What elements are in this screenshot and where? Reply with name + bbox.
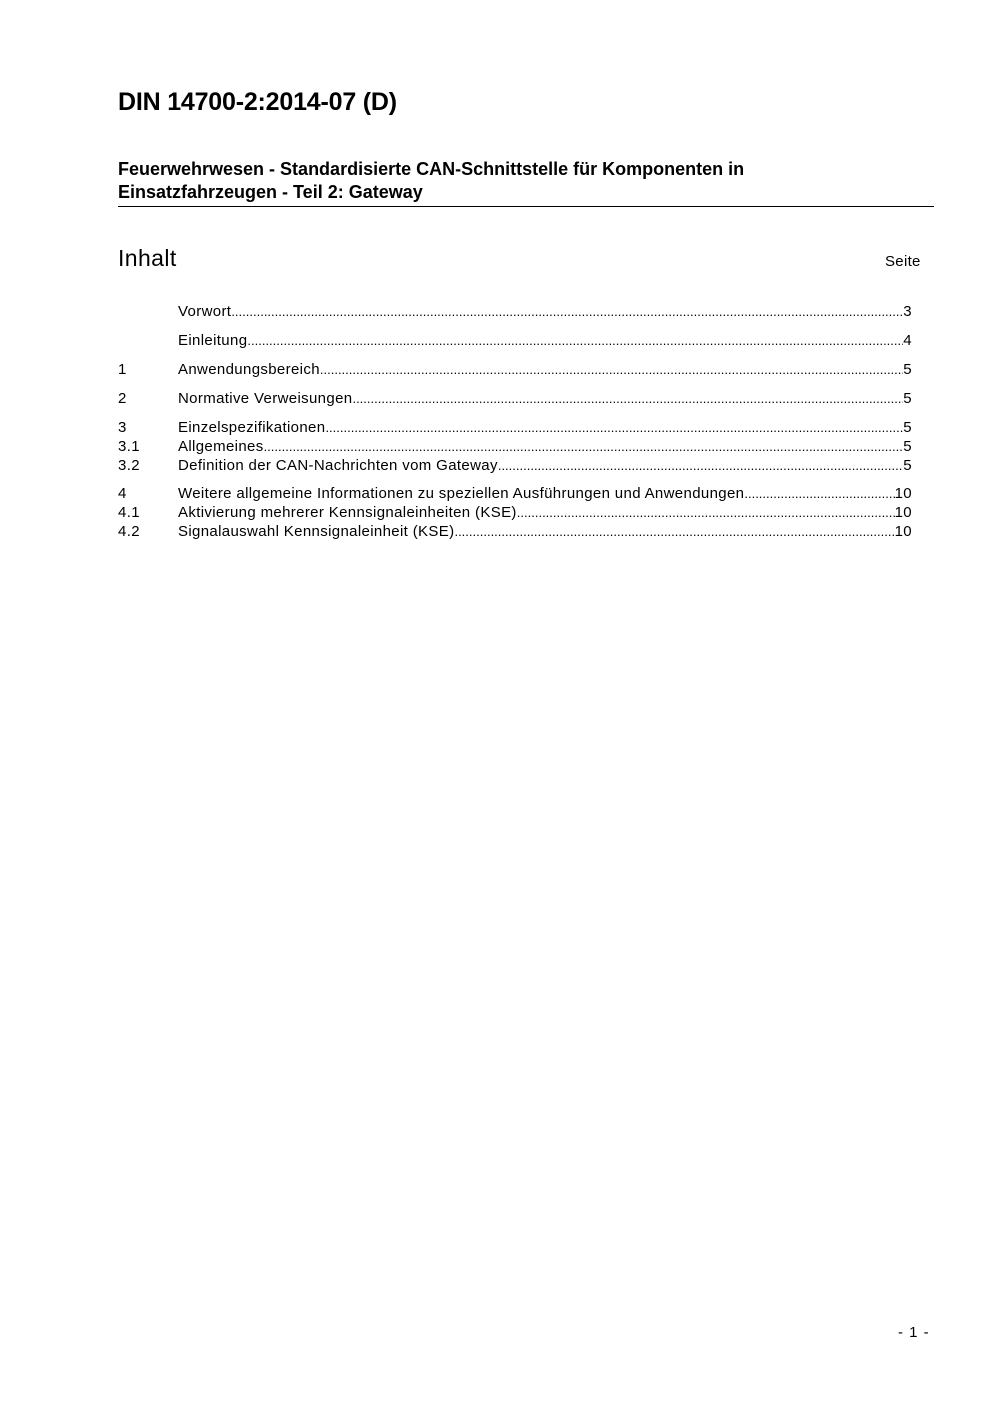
toc-entry-title: Einleitung: [178, 332, 248, 349]
toc-entry-title: Anwendungsbereich: [178, 361, 320, 378]
toc-page-column-label: Seite: [885, 253, 921, 270]
toc-entry-number: 4.2: [118, 523, 140, 540]
toc-entry-title: Weitere allgemeine Informationen zu speziellen Ausführungen und Anwendungen: [178, 485, 745, 502]
toc-entry-page: 10: [894, 523, 912, 540]
toc-entry-title: Normative Verweisungen: [178, 390, 353, 407]
toc-entry-2[interactable]: [118, 389, 912, 408]
toc-dot-leader: [320, 360, 903, 379]
toc-dot-leader: [352, 389, 903, 408]
toc-entry-page: 5: [903, 438, 912, 455]
toc-dot-leader: [454, 522, 894, 541]
toc-entry-page: 3: [903, 303, 912, 320]
document-id: DIN 14700-2:2014-07 (D): [118, 88, 397, 116]
toc-entry-title: Signalauswahl Kennsignaleinheit (KSE): [178, 523, 455, 540]
title-divider: [118, 206, 934, 207]
toc-entry-4-1[interactable]: [118, 503, 912, 522]
toc-entry-number: 4: [118, 485, 127, 502]
toc-dot-leader: [744, 484, 894, 503]
footer-page-number: - 1 -: [898, 1324, 930, 1341]
toc-entry-title: Allgemeines: [178, 438, 264, 455]
toc-entry-3-1[interactable]: [118, 437, 912, 456]
toc-entry-page: 5: [903, 361, 912, 378]
table-of-contents: [118, 302, 912, 541]
toc-dot-leader: [517, 503, 895, 522]
toc-entry-4-2[interactable]: [118, 522, 912, 541]
toc-entry-title: Einzelspezifikationen: [178, 419, 326, 436]
toc-dot-leader: [247, 331, 903, 350]
toc-entry-page: 5: [903, 390, 912, 407]
toc-entry-number: 3: [118, 419, 127, 436]
toc-entry-3[interactable]: [118, 418, 912, 437]
toc-entry-number: 3.1: [118, 438, 140, 455]
toc-entry-einleitung[interactable]: [118, 331, 912, 350]
toc-entry-number: 1: [118, 361, 127, 378]
toc-entry-page: 10: [894, 485, 912, 502]
toc-entry-3-2[interactable]: [118, 456, 912, 475]
toc-heading: Inhalt: [118, 245, 177, 271]
toc-entry-number: 2: [118, 390, 127, 407]
toc-entry-page: 5: [903, 457, 912, 474]
toc-entry-page: 10: [894, 504, 912, 521]
toc-entry-title: Aktivierung mehrerer Kennsignaleinheiten (KSE): [178, 504, 517, 521]
document-subtitle: Feuerwehrwesen - Standardisierte CAN-Schnittstelle für Komponenten in Einsatzfahrzeugen - Teil 2: Gateway: [118, 159, 745, 202]
toc-entry-title: Vorwort: [178, 303, 232, 320]
toc-dot-leader: [498, 456, 903, 475]
toc-entry-number: 4.1: [118, 504, 140, 521]
toc-dot-leader: [325, 418, 903, 437]
toc-entry-4[interactable]: [118, 484, 912, 503]
toc-entry-page: 4: [903, 332, 912, 349]
toc-dot-leader: [264, 437, 904, 456]
toc-entry-title: Definition der CAN-Nachrichten vom Gateway: [178, 457, 498, 474]
toc-entry-1[interactable]: [118, 360, 912, 379]
toc-entry-vorwort[interactable]: [118, 302, 912, 321]
toc-entry-page: 5: [903, 419, 912, 436]
toc-dot-leader: [231, 302, 903, 321]
toc-entry-number: 3.2: [118, 457, 140, 474]
